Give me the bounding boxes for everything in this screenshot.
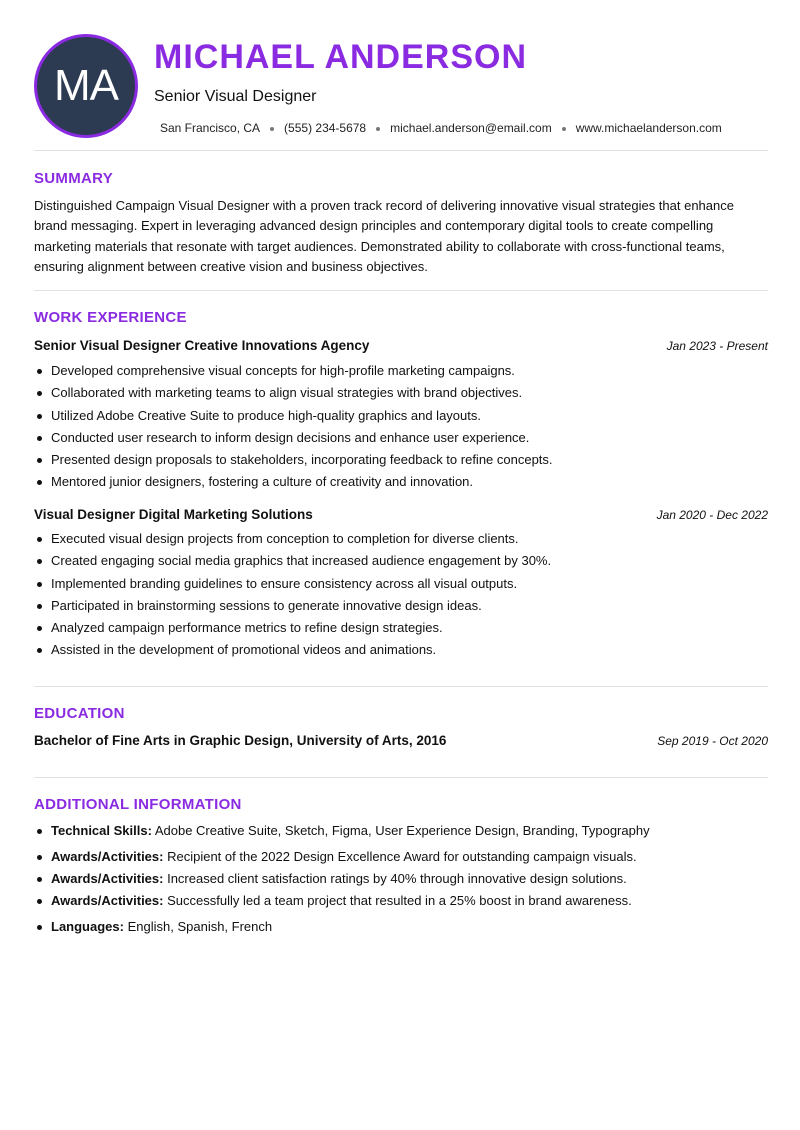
list-item: Created engaging social media graphics that increased audience engagement by 30%. xyxy=(34,552,768,574)
contact-location: San Francisco, CA xyxy=(160,121,261,135)
avatar xyxy=(34,34,138,138)
item-text: Recipient of the 2022 Design Excellence Award for outstanding campaign visuals. xyxy=(167,849,637,864)
list-item: Analyzed campaign performance metrics to refine design strategies. xyxy=(34,619,768,641)
additional-info-heading: ADDITIONAL INFORMATION xyxy=(34,796,242,813)
candidate-name: MICHAEL ANDERSON xyxy=(154,38,528,76)
item-label: Awards/Activities: xyxy=(51,893,164,908)
job-dates: Jan 2023 - Present xyxy=(666,339,768,353)
education-degree: Bachelor of Fine Arts in Graphic Design, University of Arts, 2016 xyxy=(34,733,447,748)
item-text: Successfully led a team project that resulted in a 25% boost in brand awareness. xyxy=(167,893,632,908)
list-item: Participated in brainstorming sessions to generate innovative design ideas. xyxy=(34,597,768,619)
item-label: Technical Skills: xyxy=(51,823,152,838)
job-dates: Jan 2020 - Dec 2022 xyxy=(656,508,768,522)
job-title: Senior Visual Designer xyxy=(154,88,317,105)
list-item xyxy=(34,823,650,838)
job-bullet-list xyxy=(34,362,768,496)
list-item xyxy=(34,849,637,864)
list-item xyxy=(34,919,272,934)
summary-heading: SUMMARY xyxy=(34,170,114,187)
education-dates: Sep 2019 - Oct 2020 xyxy=(657,734,768,748)
list-item xyxy=(34,893,632,908)
job-header xyxy=(34,338,768,356)
separator-dot xyxy=(270,127,274,131)
resume-header xyxy=(34,34,768,138)
item-label: Awards/Activities: xyxy=(51,849,164,864)
job-position: Senior Visual Designer Creative Innovations Agency xyxy=(34,338,370,353)
education-heading: EDUCATION xyxy=(34,705,125,722)
summary-text: Distinguished Campaign Visual Designer with a proven track record of delivering innovative visual strategies that enhance brand messaging. Expert in leveraging advanced design principles and contemporary digital tools to create compelling marketing materials that resonate with target audiences. Demonstrated ability to collaborate with cross-functional teams, ensuring alignment between creative vision and business objectives. xyxy=(34,198,734,274)
item-text: Adobe Creative Suite, Sketch, Figma, User Experience Design, Branding, Typography xyxy=(154,823,650,838)
job-position: Visual Designer Digital Marketing Solutions xyxy=(34,507,313,522)
education-entry xyxy=(34,733,768,751)
contact-website[interactable]: www.michaelanderson.com xyxy=(575,121,722,135)
item-label: Awards/Activities: xyxy=(51,871,164,886)
section-divider xyxy=(34,290,768,291)
list-item: Utilized Adobe Creative Suite to produce high-quality graphics and layouts. xyxy=(34,407,768,429)
avatar-initials: MA xyxy=(54,61,118,110)
work-experience-heading: WORK EXPERIENCE xyxy=(34,309,187,326)
list-item: Executed visual design projects from conception to completion for diverse clients. xyxy=(34,530,768,552)
separator-dot xyxy=(376,127,380,131)
section-divider xyxy=(34,777,768,778)
job-header xyxy=(34,507,768,525)
list-item xyxy=(34,871,627,886)
list-item: Mentored junior designers, fostering a culture of creativity and innovation. xyxy=(34,473,768,495)
job-bullet-list xyxy=(34,530,768,664)
contact-phone: (555) 234-5678 xyxy=(284,121,367,135)
contact-line xyxy=(160,121,722,135)
contact-email[interactable]: michael.anderson@email.com xyxy=(390,121,552,135)
section-divider xyxy=(34,150,768,151)
list-item: Presented design proposals to stakeholders, incorporating feedback to refine concepts. xyxy=(34,451,768,473)
list-item: Developed comprehensive visual concepts for high-profile marketing campaigns. xyxy=(34,362,768,384)
section-divider xyxy=(34,686,768,687)
separator-dot xyxy=(562,127,566,131)
list-item: Assisted in the development of promotional videos and animations. xyxy=(34,641,768,663)
list-item: Implemented branding guidelines to ensure consistency across all visual outputs. xyxy=(34,575,768,597)
list-item: Conducted user research to inform design decisions and enhance user experience. xyxy=(34,429,768,451)
item-text: English, Spanish, French xyxy=(127,919,273,934)
item-label: Languages: xyxy=(51,919,124,934)
item-text: Increased client satisfaction ratings by 40% through innovative design solutions. xyxy=(167,871,627,886)
list-item: Collaborated with marketing teams to align visual strategies with brand objectives. xyxy=(34,384,768,406)
